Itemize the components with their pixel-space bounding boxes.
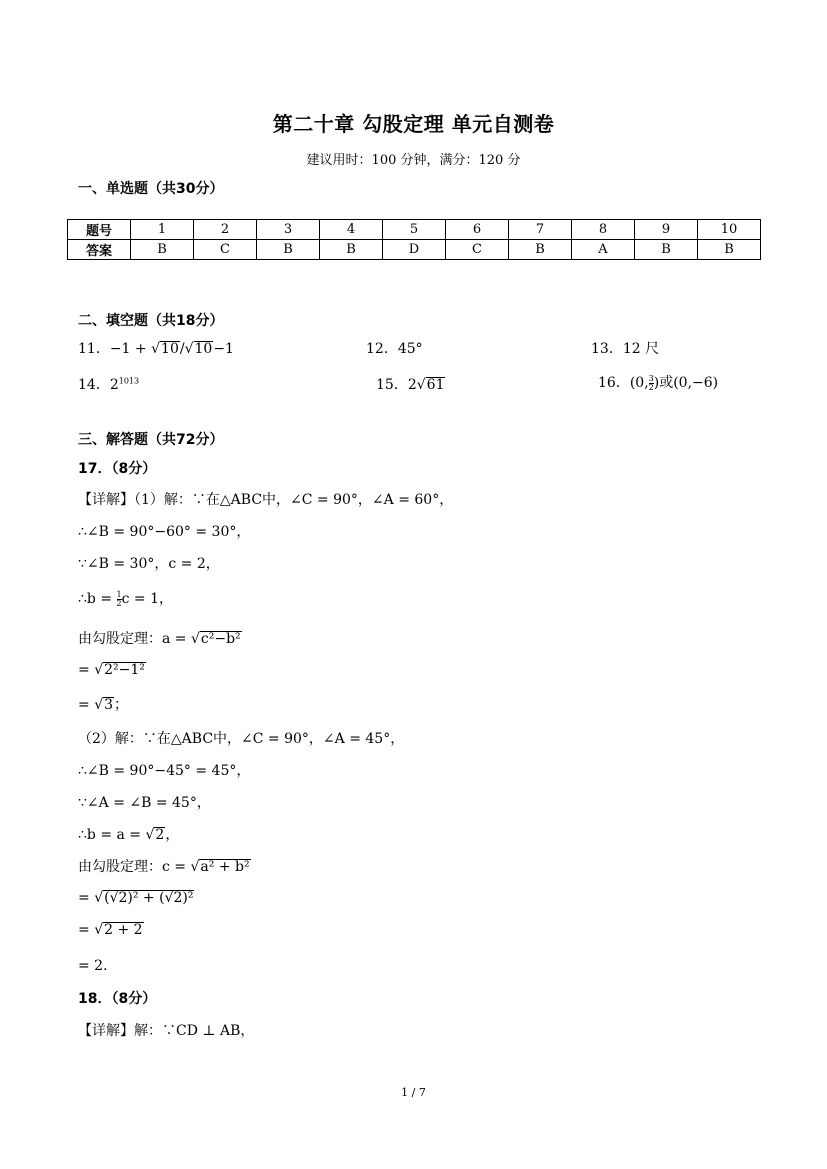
q17-line-4 bbox=[78, 588, 173, 608]
page-title: 第二十章 勾股定理 单元自测卷 bbox=[272, 112, 555, 136]
table-cell: 9 bbox=[635, 220, 698, 240]
table-cell: 4 bbox=[320, 220, 383, 240]
q15-radicand: 61 bbox=[426, 377, 445, 393]
answer-table bbox=[67, 219, 761, 260]
q17-line-14: = √2 + 2 bbox=[78, 922, 143, 938]
table-cell: B bbox=[635, 240, 698, 260]
q17-l12-a: 由勾股定理：c = bbox=[78, 859, 191, 875]
q17-line-8: （2）解：∵在△ABC中，∠C = 90°，∠A = 45°， bbox=[78, 731, 405, 747]
q17-line-7: = √3； bbox=[78, 697, 129, 713]
q17-line-12: 由勾股定理：c = √a² + b² bbox=[78, 859, 250, 875]
table-cell: C bbox=[446, 240, 509, 260]
q17-line-11: ∴b = a = √2， bbox=[78, 827, 180, 843]
table-cell: B bbox=[320, 240, 383, 260]
q16-number: 16． bbox=[598, 375, 630, 391]
fill-answer-16 bbox=[598, 372, 718, 392]
q17-l11-radicand: 2 bbox=[155, 827, 165, 843]
q17-l5-radicand: c²−b² bbox=[200, 631, 241, 647]
q17-l13-a: = bbox=[78, 890, 95, 906]
table-cell: 7 bbox=[509, 220, 572, 240]
q17-l7-b: ； bbox=[114, 697, 129, 713]
table-cell: A bbox=[572, 240, 635, 260]
table-cell: 10 bbox=[698, 220, 761, 240]
q18-header: 18．（8分） bbox=[78, 991, 157, 1007]
table-cell: B bbox=[131, 240, 194, 260]
q17-line-1: 【详解】（1）解：∵在△ABC中，∠C = 90°，∠A = 60°， bbox=[78, 492, 454, 508]
q17-l4-b: c = 1， bbox=[121, 591, 173, 607]
q17-line-2: ∴∠B = 90°−60° = 30°， bbox=[78, 524, 251, 540]
q17-l7-a: = bbox=[78, 697, 95, 713]
table-row bbox=[68, 220, 761, 240]
q16-denominator: 2 bbox=[648, 382, 654, 392]
q17-l13-radicand: (√2)² + (√2)² bbox=[104, 890, 194, 906]
table-cell: B bbox=[257, 240, 320, 260]
q17-header: 17．（8分） bbox=[78, 461, 157, 477]
q18-line-1: 【详解】解：∵CD ⊥ AB， bbox=[78, 1023, 255, 1039]
section-single-choice: 一、单选题（共30分） bbox=[78, 181, 224, 197]
q16-numerator: 3 bbox=[648, 373, 654, 383]
table-row bbox=[68, 240, 761, 260]
q17-l4-numerator: 1 bbox=[116, 589, 122, 599]
q17-l11-b: ， bbox=[165, 827, 180, 843]
table-cell: 5 bbox=[383, 220, 446, 240]
q11-radicand-2: 10 bbox=[194, 341, 213, 357]
q17-line-6: = √2²−1² bbox=[78, 662, 145, 678]
q16-part-b: )或(0,−6) bbox=[653, 375, 719, 391]
q17-l6-radicand: 2²−1² bbox=[104, 662, 145, 678]
page-number: 1 / 7 bbox=[401, 1086, 426, 1099]
q16-part-a: (0, bbox=[629, 375, 649, 391]
table-cell: 6 bbox=[446, 220, 509, 240]
q17-line-15: = 2． bbox=[78, 958, 118, 974]
fill-answer-12: 12．45° bbox=[366, 341, 423, 357]
q11-radicand-1: 10 bbox=[161, 341, 179, 357]
q11-part-a: −1 + bbox=[109, 341, 152, 357]
table-cell: D bbox=[383, 240, 446, 260]
q17-l7-radicand: 3 bbox=[104, 697, 114, 713]
q11-part-b: −1 bbox=[213, 341, 234, 357]
q17-l14-a: = bbox=[78, 922, 95, 938]
table-cell: 2 bbox=[194, 220, 257, 240]
q17-line-3: ∵∠B = 30°，c = 2， bbox=[78, 556, 220, 572]
fill-answer-15: 15．2√61 bbox=[376, 377, 445, 393]
fill-answer-13: 13．12 尺 bbox=[591, 341, 660, 357]
table-cell: B bbox=[698, 240, 761, 260]
table-cell: 1 bbox=[131, 220, 194, 240]
q17-l6-a: = bbox=[78, 662, 95, 678]
q14-exponent: 1013 bbox=[118, 376, 140, 386]
q17-l5-a: 由勾股定理：a = bbox=[78, 631, 191, 647]
q17-line-13: = √(√2)² + (√2)² bbox=[78, 890, 194, 906]
q17-line-10: ∵∠A = ∠B = 45°， bbox=[78, 795, 211, 811]
table-cell: 8 bbox=[572, 220, 635, 240]
row-label-number: 题号 bbox=[68, 220, 131, 240]
page-subtitle: 建议用时：100 分钟，满分：120 分 bbox=[306, 153, 521, 168]
q17-l14-radicand: 2 + 2 bbox=[104, 922, 143, 938]
q17-l12-radicand: a² + b² bbox=[200, 859, 250, 875]
q11-separator: / bbox=[179, 341, 185, 357]
q15-coeff: 15．2 bbox=[376, 377, 417, 393]
q17-l4-a: ∴b = bbox=[78, 591, 117, 607]
table-cell: C bbox=[194, 240, 257, 260]
q14-base: 14．2 bbox=[78, 377, 119, 393]
fill-answer-14 bbox=[78, 374, 139, 394]
q17-line-9: ∴∠B = 90°−45° = 45°， bbox=[78, 763, 251, 779]
section-fill-blank: 二、填空题（共18分） bbox=[78, 313, 224, 329]
q11-number: 11． bbox=[78, 341, 110, 357]
table-cell: B bbox=[509, 240, 572, 260]
q17-l4-denominator: 2 bbox=[116, 598, 122, 608]
q17-l11-a: ∴b = a = bbox=[78, 827, 146, 843]
row-label-answer: 答案 bbox=[68, 240, 131, 260]
table-cell: 3 bbox=[257, 220, 320, 240]
section-solutions: 三、解答题（共72分） bbox=[78, 432, 224, 448]
q17-line-5: 由勾股定理：a = √c²−b² bbox=[78, 631, 241, 647]
fill-answer-11: 11．−1 + √10/√10−1 bbox=[78, 341, 234, 357]
